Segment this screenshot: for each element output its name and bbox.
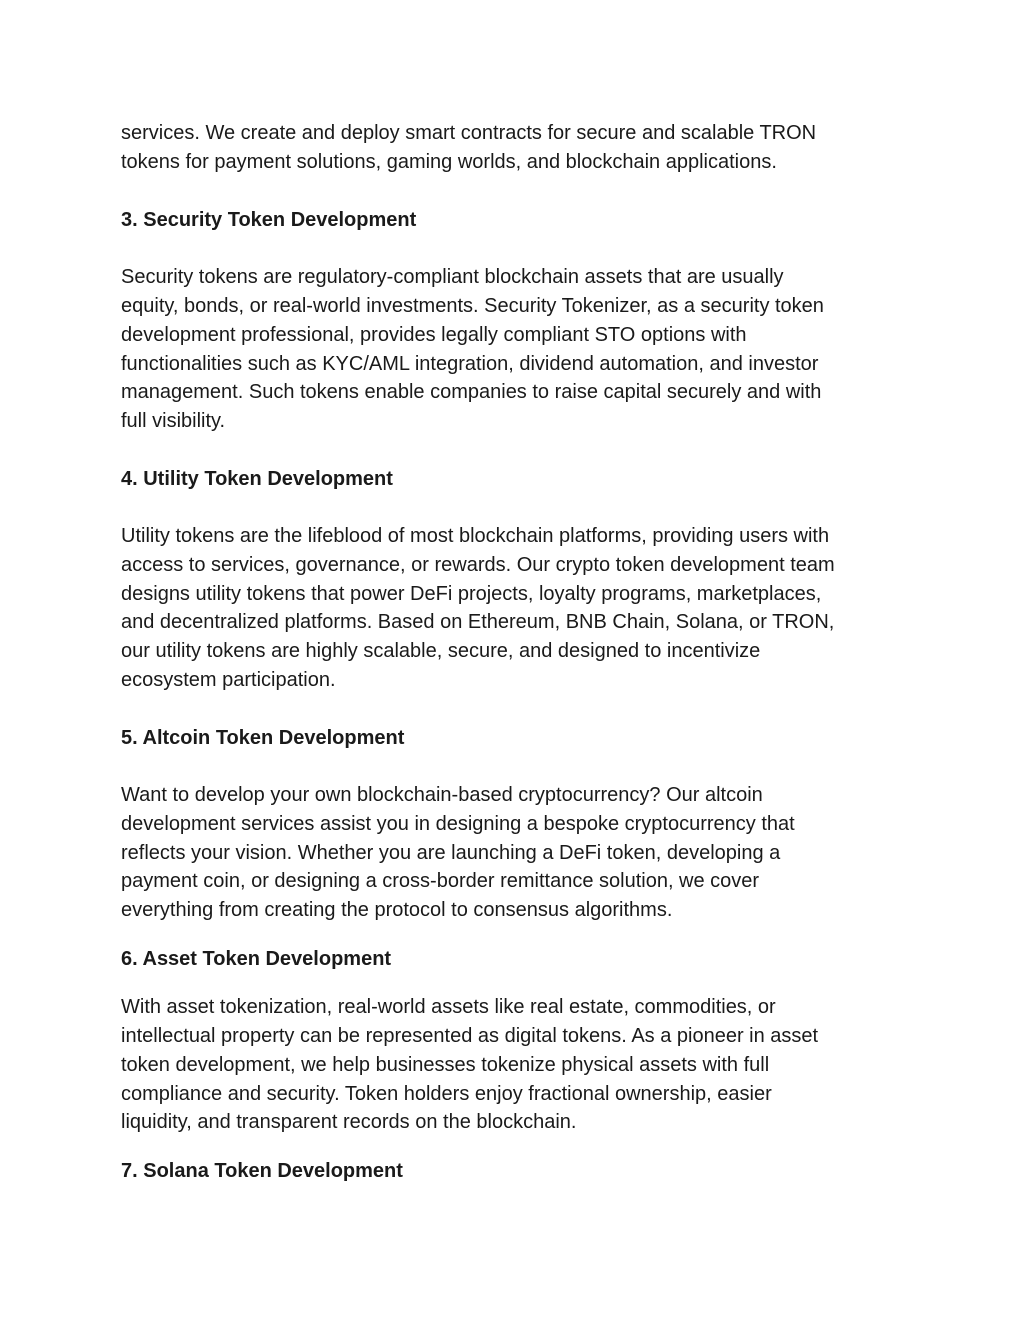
intro-line: tokens for payment solutions, gaming worlds, and blockchain applications. bbox=[121, 151, 777, 173]
paragraph-line: token development, we help businesses tokenize physical assets with full bbox=[121, 1054, 770, 1076]
paragraph-line: compliance and security. Token holders enjoy fractional ownership, easier bbox=[121, 1083, 772, 1105]
paragraph-line: With asset tokenization, real-world assets like real estate, commodities, or bbox=[121, 996, 776, 1018]
paragraph-line: functionalities such as KYC/AML integration, dividend automation, and investor bbox=[121, 353, 819, 375]
paragraph-line: full visibility. bbox=[121, 410, 226, 432]
section-heading-altcoin-token: 5. Altcoin Token Development bbox=[121, 727, 405, 749]
section-heading-asset-token: 6. Asset Token Development bbox=[121, 948, 392, 970]
section-heading-utility-token: 4. Utility Token Development bbox=[121, 468, 393, 490]
paragraph-line: development professional, provides legally compliant STO options with bbox=[121, 324, 747, 346]
paragraph-line: reflects your vision. Whether you are launching a DeFi token, developing a bbox=[121, 842, 781, 864]
paragraph-line: Security tokens are regulatory-compliant blockchain assets that are usually bbox=[121, 266, 784, 288]
paragraph-line: and decentralized platforms. Based on Ethereum, BNB Chain, Solana, or TRON, bbox=[121, 611, 835, 633]
paragraph-line: payment coin, or designing a cross-border remittance solution, we cover bbox=[121, 870, 760, 892]
paragraph-line: designs utility tokens that power DeFi projects, loyalty programs, marketplaces, bbox=[121, 583, 822, 605]
section-heading-security-token: 3. Security Token Development bbox=[121, 209, 417, 231]
intro-line: services. We create and deploy smart contracts for secure and scalable TRON bbox=[121, 122, 817, 144]
paragraph-line: development services assist you in designing a bespoke cryptocurrency that bbox=[121, 813, 795, 835]
paragraph-line: Want to develop your own blockchain-based cryptocurrency? Our altcoin bbox=[121, 784, 763, 806]
paragraph-line: intellectual property can be represented as digital tokens. As a pioneer in asset bbox=[121, 1025, 819, 1047]
paragraph-line: management. Such tokens enable companies to raise capital securely and with bbox=[121, 381, 822, 403]
paragraph-line: access to services, governance, or rewards. Our crypto token development team bbox=[121, 554, 835, 576]
paragraph-line: Utility tokens are the lifeblood of most blockchain platforms, providing users with bbox=[121, 525, 830, 547]
paragraph-line: everything from creating the protocol to consensus algorithms. bbox=[121, 899, 673, 921]
paragraph-line: equity, bonds, or real-world investments. Security Tokenizer, as a security token bbox=[121, 295, 824, 317]
paragraph-line: ecosystem participation. bbox=[121, 669, 336, 691]
paragraph-line: our utility tokens are highly scalable, secure, and designed to incentivize bbox=[121, 640, 761, 662]
paragraph-line: liquidity, and transparent records on the blockchain. bbox=[121, 1111, 577, 1133]
section-heading-solana-token: 7. Solana Token Development bbox=[121, 1160, 403, 1182]
